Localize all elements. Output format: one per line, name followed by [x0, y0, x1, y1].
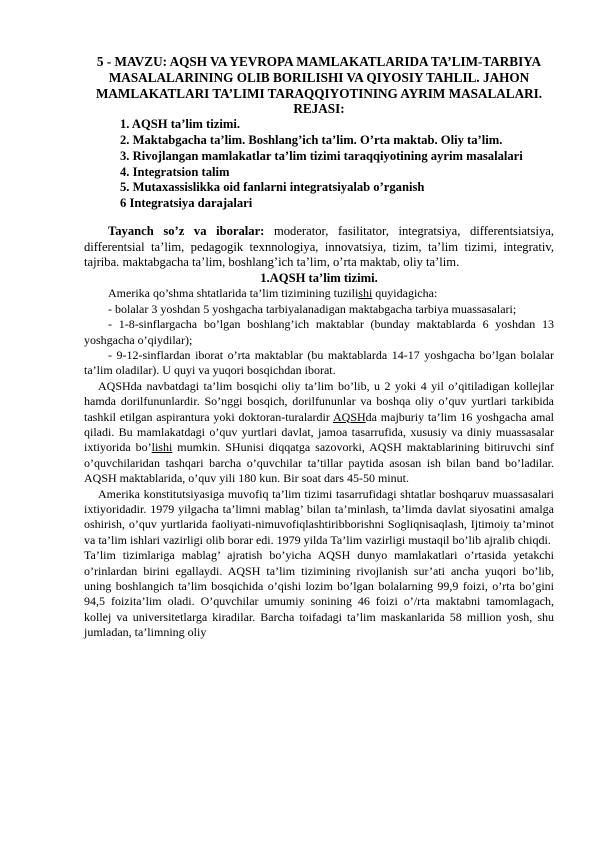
paragraph: - 9-12-sinflardan iborat o’rta maktablar (bu maktablarda 14-17 yoshgacha bo’lgan bolalar ta’lim oladilar). U quyi va yuqori bosqichdan iborat. [84, 347, 554, 378]
keywords-paragraph [84, 224, 554, 271]
underlined-text: lishi [151, 440, 173, 455]
underlined-text: shi [358, 286, 373, 301]
text-run: AQSHda navbatdagi ta’lim bosqichi oliy ta’lim bo’lib, u 2 yoki 4 yil o’qitiladigan kollejlar hamda dorilfununlardir. So’nggi bosqich, dorilfununlar va boshqa oliy o’quv yurtlari tarkibida tashkil etilgan aspirantura yoki doktoran-turalardir [84, 378, 554, 424]
paragraph: Amerika konstitutsiyasiga muvofiq ta’lim tizimi tasarrufidagi shtatlar boshqaruv muassasalari ixtiyoridadir. 1979 yilgacha ta’limni mablag’ bilan ta’minlash, ta’limda davlat siyosatini amalga oshirish, o’quv yurtlarida faoliyati-nimuvofiqlashtiribborishni Sogliqnisaqlash, Ijtimoiy ta’minot va ta’lim ishlari vazirligi olib borar edi. 1979 yilda Ta’lim vazirligi mustaqil bo’lib ajralib chiqdi. [84, 486, 554, 547]
spacer [84, 212, 554, 224]
text-run: mumkin. SHunisi diqqatga sazovorki, AQSH maktablarining bitiruvchi sinf o’quvchilaridan tashqari barcha o’quvchilar ta’tillar paytida asosan ish bilan band bo’ladilar. AQSH maktablarida, o’quv yili 180 kun. Bir soat dars 45-50 minut. [84, 440, 554, 486]
text-run: quyidagicha: [372, 286, 438, 301]
keywords-label: Tayanch so’z va iboralar: [108, 223, 265, 238]
paragraph: - bolalar 3 yoshdan 5 yoshgacha tarbiyalanadigan maktabgacha tarbiya muassasalari; [108, 301, 517, 316]
section-heading: 1.AQSH ta’lim tizimi. [260, 270, 378, 285]
text-run: Amerika qo’shma shtatlarida ta’lim tizimining tuzili [108, 286, 359, 301]
paragraph: - 1-8-sinflargacha bo’lgan boshlang’ich maktablar (bunday maktablarda 6 yoshdan 13 yoshgacha o’qiydilar); [84, 317, 554, 347]
body-text [84, 286, 554, 640]
plan-heading: REJASI: [293, 101, 345, 117]
keywords-text: moderator, fasilitator, integratsiya, differentsiatsiya, differentsial ta’lim, pedagogik texnnologiya, innovatsiya, tizim, ta’lim tizimi, integrativ, tajriba. maktabgacha ta’lim, boshlang’ich ta’lim, o’rta maktab, oliy ta’lim. [84, 223, 554, 270]
page-title: 5 - MAVZU: AQSH VA YEVROPA MAMLAKATLARIDA TA’LIM-TARBIYA MASALALARINING OLIB BORILISHI VA QIYOSIY TAHLIL. JAHON MAMLAKATLARI TA’LIMI TARAQQIYOTINING AYRIM MASALALARI. [95, 54, 543, 101]
plan-item: 3. Rivojlangan mamlakatlar ta’lim tizimi taraqqiyotining ayrim masalalari [120, 148, 523, 163]
plan-item: 2. Maktabgacha ta’lim. Boshlang’ich ta’lim. O’rta maktab. Oliy ta’lim. [120, 132, 503, 147]
plan-item: 4. Integratsion talim [120, 164, 230, 179]
plan-item: 5. Mutaxassislikka oid fanlarni integratsiyalab o’rganish [120, 180, 425, 195]
plan-list [84, 117, 554, 212]
paragraph: Ta’lim tizimlariga mablag’ ajratish bo’yicha AQSH dunyo mamlakatlari o’rtasida yetakchi o’rinlardan birini egallaydi. AQSH ta’lim tizimining rivojlanish sur’ati ancha yuqori bo’lib, uning boshlangich ta’lim bosqichida o’qishi lozim bo’lgan bolalarning 99,9 foizi, o’rta bo’gini 94,5 foizita’lim oladi. O’quvchilar umumiy sonining 46 foizi o’/rta maktabni tamomlagach, kollej va universitetlarga kiradilar. Barcha toifadagi ta’lim maskanlarida 58 million yosh, shu jumladan, ta’limning oliy [84, 548, 554, 640]
plan-item: 6 Integratsiya darajalari [120, 196, 253, 211]
document-page [84, 54, 554, 641]
paragraph [84, 286, 554, 301]
plan-item: 1. AQSH ta’lim tizimi. [120, 117, 240, 132]
underlined-text: AQSH [332, 409, 366, 424]
paragraph [84, 379, 554, 487]
text-run: da majburiy ta’lim 16 yoshgacha amal qiladi. Bu mamlakatdagi o’quv yurtlari davlat, jamoa tasarrufida, xususiy va diniy muassasalar ixtiyorida bo’ [84, 409, 554, 455]
